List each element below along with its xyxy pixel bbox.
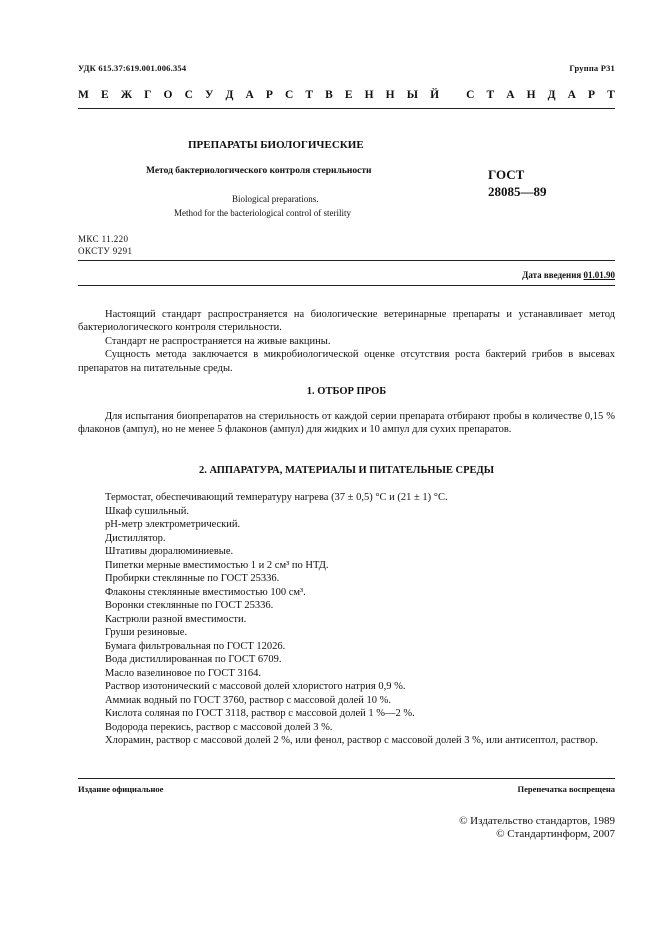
list-item: Пипетки мерные вместимостью 1 и 2 см³ по НТД. [105, 559, 329, 571]
copyright-block [459, 815, 615, 841]
banner-letter: Д [225, 89, 234, 101]
banner-letter: Г [144, 89, 152, 101]
introduction-date-value: 01.01.90 [583, 270, 615, 280]
banner-letter: О [163, 89, 173, 101]
list-item: Груши резиновые. [105, 627, 188, 638]
list-item: pH-метр электрометрический. [105, 519, 241, 530]
list-item: Штативы дюралюминиевые. [105, 546, 234, 557]
list-item: Флаконы стеклянные вместимостью 100 см³. [105, 586, 306, 598]
banner-letter: Т [486, 89, 495, 101]
intro-text [78, 308, 615, 375]
banner-letter: Т [607, 89, 615, 101]
banner-letter: Й [430, 89, 440, 101]
banner-letter: С [285, 89, 294, 101]
banner-letter: А [567, 89, 576, 101]
list-item: Водорода перекись, раствор с массовой долей 3 %. [105, 721, 333, 733]
interstate-standard-banner [78, 89, 615, 101]
reprint-note: Перепечатка воспрещена [517, 784, 615, 794]
section-1-text [78, 410, 615, 437]
banner-letter: С [466, 89, 475, 101]
english-title-line-1: Biological preparations. [232, 194, 319, 204]
banner-letter: В [325, 89, 333, 101]
banner-letter: Р [265, 89, 273, 101]
date-rule [78, 285, 615, 286]
classifier-codes [78, 233, 132, 257]
equipment-list [105, 491, 615, 748]
document-subtitle: Метод бактериологического контроля стерильности [146, 166, 372, 176]
group-code: Группа Р31 [569, 63, 615, 73]
classifier-rule [78, 260, 615, 261]
mks-code: МКС 11.220 [78, 234, 129, 244]
list-item: Масло вазелиновое по ГОСТ 3164. [105, 667, 262, 679]
banner-letter: У [204, 89, 214, 101]
copyright-line-2: © Стандартинформ, 2007 [496, 828, 615, 840]
list-item: Термостат, обеспечивающий температуру нагрева (37 ± 0,5) °С и (21 ± 1) °С. [105, 492, 448, 503]
udk-code: УДК 615.37:619.001.006.354 [78, 63, 187, 73]
gost-label: ГОСТ [488, 167, 525, 182]
section-2-heading: 2. АППАРАТУРА, МАТЕРИАЛЫ И ПИТАТЕЛЬНЫЕ СРЕДЫ [198, 465, 495, 476]
banner-letter: Н [385, 89, 395, 101]
header-rule [78, 108, 615, 109]
banner-letter: Н [526, 89, 536, 101]
intro-paragraph: Сущность метода заключается в микробиологической оценке отсутствия роста бактерий грибов в высевах препаратов на питательные среды. [78, 349, 615, 374]
list-item: Пробирки стеклянные по ГОСТ 25336. [105, 573, 280, 584]
banner-letter: М [78, 89, 89, 101]
list-item: Дистиллятор. [105, 532, 166, 544]
banner-letter: Д [547, 89, 556, 101]
list-item: Аммиак водный по ГОСТ 3760, раствор с массовой долей 10 %. [105, 694, 392, 706]
list-item: Бумага фильтровальная по ГОСТ 12026. [105, 640, 286, 652]
banner-letter [451, 89, 454, 101]
footer-rule [78, 778, 615, 779]
document-title: ПРЕПАРАТЫ БИОЛОГИЧЕСКИЕ [188, 139, 364, 151]
banner-letter: Е [100, 89, 109, 101]
banner-letter: Ы [406, 89, 418, 101]
introduction-date [522, 270, 615, 280]
list-item-last: Хлорамин, раствор с массовой долей 2 %, или фенол, раствор с массовой долей 3 %, или антисептол, раствор. [105, 735, 599, 746]
okstu-code: ОКСТУ 9291 [78, 246, 133, 256]
list-item: Воронки стеклянные по ГОСТ 25336. [105, 600, 274, 611]
banner-letter: Е [344, 89, 353, 101]
introduction-date-label: Дата введения [522, 270, 582, 280]
section-1-heading: 1. ОТБОР ПРОБ [306, 386, 387, 397]
gost-designation [488, 166, 547, 200]
edition-note: Издание официальное [78, 784, 164, 794]
banner-letter: А [245, 89, 254, 101]
list-item: Кастрюли разной вместимости. [105, 613, 247, 625]
gost-number: 28085—89 [488, 184, 547, 199]
section-1-paragraph: Для испытания биопрепаратов на стерильность от каждой серии препарата отбирают пробы в количестве 0,15 % флаконов (ампул), но не менее 5 флаконов (ампул) для жидких и 10 ампул для сухих препаратов. [78, 411, 615, 436]
copyright-line-1: © Издательство стандартов, 1989 [459, 815, 615, 827]
list-item: Кислота соляная по ГОСТ 3118, раствор с массовой долей 1 %—2 %. [105, 708, 415, 719]
banner-letter: Н [364, 89, 374, 101]
intro-paragraph: Стандарт не распространяется на живые вакцины. [105, 335, 331, 347]
list-item: Шкаф сушильный. [105, 505, 190, 517]
list-item: Вода дистиллированная по ГОСТ 6709. [105, 654, 282, 665]
banner-letter: Т [305, 89, 314, 101]
banner-letter: Р [588, 89, 596, 101]
intro-paragraph: Настоящий стандарт распространяется на биологические ветеринарные препараты и устанавливает метод бактериологического контроля стерильности. [78, 309, 615, 334]
banner-letter: Ж [120, 89, 133, 101]
list-item: Раствор изотонический с массовой долей хлористого натрия 0,9 %. [105, 681, 406, 692]
banner-letter: А [506, 89, 515, 101]
banner-letter: С [184, 89, 193, 101]
english-title-line-2: Method for the bacteriological control of sterility [174, 208, 351, 218]
